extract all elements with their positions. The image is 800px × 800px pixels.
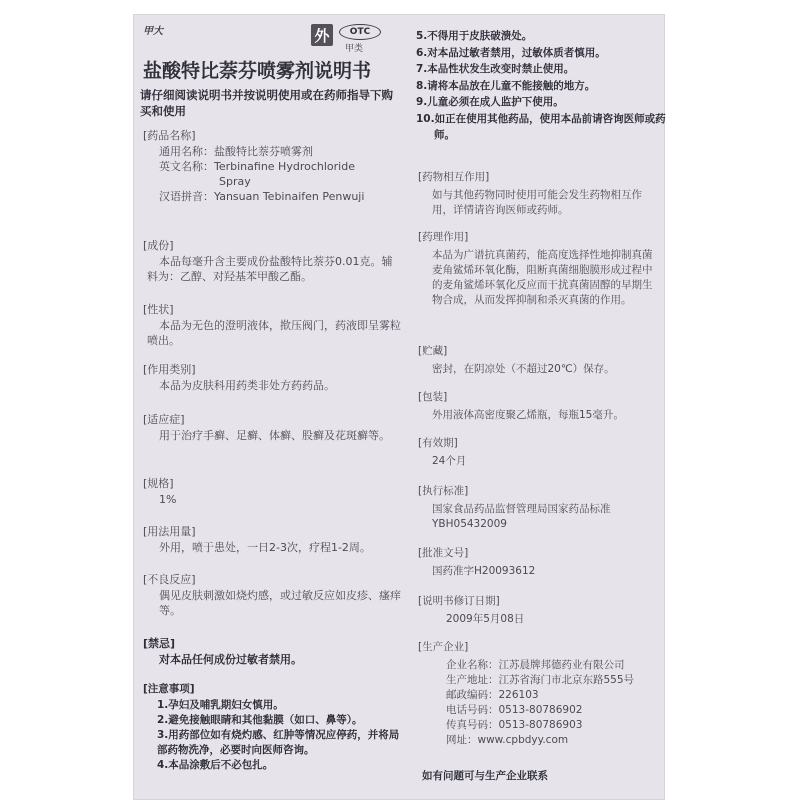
- otc-badge: OTC: [339, 24, 381, 40]
- precaution-item: 3.用药部位如有烧灼感、红肿等情况应停药，并将局部药物洗净，必要时向医师咨询。: [157, 729, 400, 756]
- section-heading: [注意事项]: [143, 683, 195, 695]
- section-revision: [418, 594, 658, 627]
- section-drug-name: [143, 128, 401, 204]
- section-heading: [药理作用]: [418, 231, 469, 243]
- section-precautions: [143, 682, 401, 773]
- validity-text: 24个月: [432, 455, 467, 467]
- section-heading: [禁忌]: [143, 637, 176, 650]
- standard-code: YBH05432009: [432, 518, 507, 530]
- fax-number: 传真号码：0513-80786903: [446, 719, 583, 731]
- section-heading: [用法用量]: [143, 525, 196, 538]
- section-heading: [生产企业]: [418, 641, 469, 653]
- pinyin-name: 汉语拼音：Yansuan Tebinaifen Penwuji: [159, 190, 365, 203]
- section-standard: [418, 484, 658, 532]
- precautions-continued: [416, 28, 666, 144]
- section-heading: [不良反应]: [143, 573, 196, 586]
- section-heading: [说明书修订日期]: [418, 595, 500, 607]
- section-heading: [执行标准]: [418, 485, 469, 497]
- section-heading: [适应症]: [143, 413, 185, 426]
- external-use-badge: 外: [311, 24, 333, 46]
- contact-note: 如有问题可与生产企业联系: [422, 770, 548, 782]
- company-name: 企业名称：江苏晨牌邦德药业有限公司: [446, 659, 625, 671]
- section-ingredients: [143, 238, 401, 284]
- approval-number: 国药准字H20093612: [432, 565, 536, 577]
- pharmacology-text: 本品为广谱抗真菌药，能高度选择性地抑制真菌麦角鲨烯环氧化酶，阻断真菌细胞膜形成过程中的麦角鲨烯环氧化反应而干扰真菌固醇的早期生物合成，从而发挥抑制和杀灭真菌的作用。: [432, 249, 653, 306]
- section-heading: [有效期]: [418, 437, 458, 449]
- section-interaction: [418, 170, 658, 218]
- generic-name: 通用名称：盐酸特比萘芬喷雾剂: [159, 145, 313, 158]
- standard-text: 国家食品药品监督管理局国家药品标准: [432, 503, 611, 515]
- section-contraindications: [143, 636, 401, 667]
- section-heading: [性状]: [143, 303, 174, 316]
- dosage-text: 外用，喷于患处，一日2-3次，疗程1-2周。: [159, 541, 371, 554]
- section-storage: [418, 344, 658, 377]
- section-indications: [143, 412, 401, 443]
- section-heading: [成份]: [143, 239, 174, 252]
- contra-text: 对本品任何成份过敏者禁用。: [159, 653, 302, 666]
- usage-warning: 请仔细阅读说明书并按说明使用或在药师指导下购买和使用: [140, 88, 393, 118]
- brand-logo: 甲大: [143, 26, 163, 37]
- storage-text: 密封，在阴凉处（不超过20℃）保存。: [432, 363, 615, 375]
- precaution-item: 5.不得用于皮肤破溃处。: [416, 30, 533, 42]
- leaflet-paper: [133, 14, 665, 800]
- precaution-item: 4.本品涂敷后不必包扎。: [157, 759, 274, 771]
- otc-class-label: 甲类: [345, 44, 364, 54]
- section-heading: [包装]: [418, 391, 448, 403]
- category-text: 本品为皮肤科用药类非处方药药品。: [159, 379, 335, 392]
- phone-number: 电话号码：0513-80786902: [446, 704, 583, 716]
- section-heading: [规格]: [143, 477, 174, 490]
- section-manufacturer: [418, 640, 658, 748]
- section-heading: [贮藏]: [418, 345, 448, 357]
- section-appearance: [143, 302, 401, 348]
- adverse-text: 偶见皮肤刺激如烧灼感，或过敏反应如皮疹、瘙痒等。: [159, 589, 401, 617]
- precaution-item: 8.请将本品放在儿童不能接触的地方。: [416, 79, 596, 92]
- section-category: [143, 362, 401, 393]
- company-address: 生产地址：江苏省海门市北京东路555号: [446, 674, 635, 686]
- indications-text: 用于治疗手癣、足癣、体癣、股癣及花斑癣等。: [159, 429, 390, 442]
- section-dosage: [143, 524, 401, 555]
- section-heading: [批准文号]: [418, 547, 469, 559]
- document-title: 盐酸特比萘芬喷雾剂说明书: [143, 60, 372, 82]
- section-pharmacology: [418, 230, 658, 308]
- revision-date: 2009年5月08日: [446, 613, 525, 625]
- section-package: [418, 390, 658, 423]
- precaution-item: 6.对本品过敏者禁用，过敏体质者慎用。: [416, 46, 606, 59]
- website: 网址：www.cpbdyy.com: [446, 734, 569, 746]
- precaution-item: 7.本品性状发生改变时禁止使用。: [416, 63, 575, 75]
- section-heading: [药品名称]: [143, 129, 196, 142]
- package-text: 外用液体高密度聚乙烯瓶，每瓶15毫升。: [432, 409, 624, 421]
- precaution-item: 1.孕妇及哺乳期妇女慎用。: [157, 699, 284, 711]
- specification-text: 1%: [159, 493, 177, 506]
- precaution-item: 9.儿童必须在成人监护下使用。: [416, 96, 564, 108]
- section-heading: [作用类别]: [143, 363, 196, 376]
- section-approval: [418, 546, 658, 579]
- postal-code: 邮政编码：226103: [446, 689, 539, 701]
- english-name: 英文名称：Terbinafine Hydrochloride: [159, 160, 355, 173]
- precaution-item: 2.避免接触眼睛和其他黏膜（如口、鼻等）。: [157, 714, 363, 726]
- appearance-text: 本品为无色的澄明液体，揿压阀门，药液即呈雾粒喷出。: [147, 319, 401, 347]
- ingredients-text: 本品每毫升含主要成份盐酸特比萘芬0.01克。辅料为：乙醇、对羟基苯甲酸乙酯。: [147, 255, 393, 283]
- section-heading: [药物相互作用]: [418, 171, 490, 183]
- precaution-item: 10.如正在使用其他药品，使用本品前请咨询医师或药师。: [416, 112, 666, 141]
- english-name-cont: Spray: [219, 175, 251, 188]
- section-validity: [418, 436, 658, 469]
- interaction-text: 如与其他药物同时使用可能会发生药物相互作用，详情请咨询医师或药师。: [432, 189, 642, 216]
- section-specification: [143, 476, 401, 507]
- section-adverse-reactions: [143, 572, 401, 618]
